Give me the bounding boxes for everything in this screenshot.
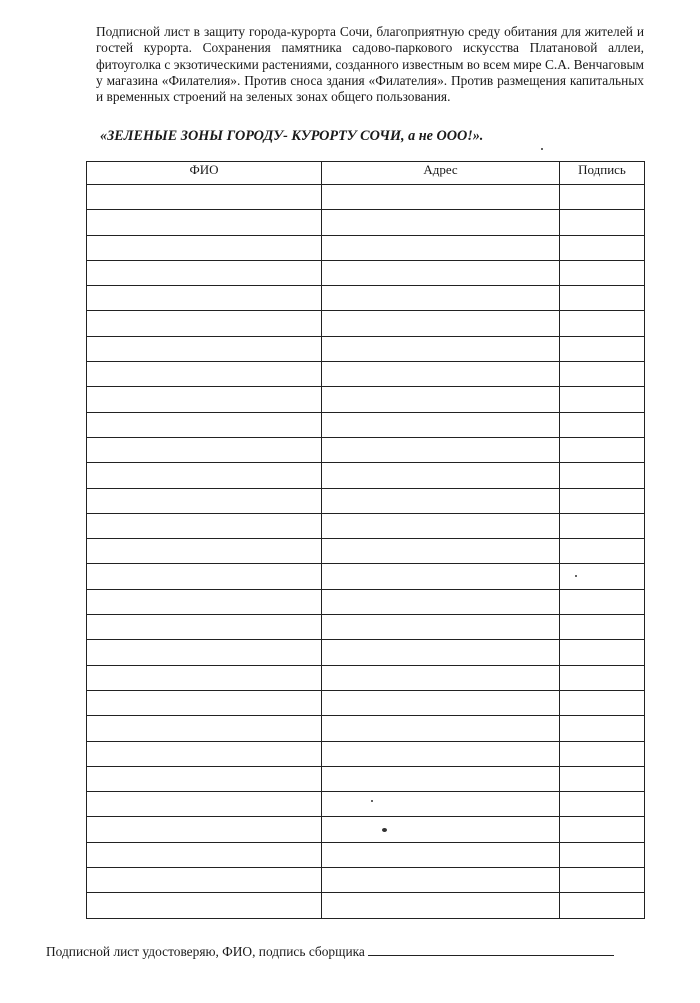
signature-cell[interactable] bbox=[560, 437, 645, 462]
address-cell[interactable] bbox=[322, 463, 560, 488]
address-cell[interactable] bbox=[322, 235, 560, 260]
signature-cell[interactable] bbox=[560, 615, 645, 640]
table-row bbox=[87, 842, 645, 867]
name-cell[interactable] bbox=[87, 488, 322, 513]
name-cell[interactable] bbox=[87, 868, 322, 893]
signature-cell[interactable] bbox=[560, 210, 645, 235]
table-header-row bbox=[87, 162, 645, 185]
signature-cell[interactable] bbox=[560, 640, 645, 665]
signature-cell[interactable] bbox=[560, 893, 645, 918]
signature-cell[interactable] bbox=[560, 185, 645, 210]
table-row bbox=[87, 260, 645, 285]
signature-cell[interactable] bbox=[560, 665, 645, 690]
address-cell[interactable] bbox=[322, 868, 560, 893]
name-cell[interactable] bbox=[87, 792, 322, 817]
signature-cell[interactable] bbox=[560, 716, 645, 741]
address-cell[interactable] bbox=[322, 437, 560, 462]
signature-cell[interactable] bbox=[560, 766, 645, 791]
name-cell[interactable] bbox=[87, 766, 322, 791]
column-header-signature: Подпись bbox=[560, 162, 645, 185]
signature-cell[interactable] bbox=[560, 311, 645, 336]
name-cell[interactable] bbox=[87, 235, 322, 260]
address-cell[interactable] bbox=[322, 336, 560, 361]
address-cell[interactable] bbox=[322, 260, 560, 285]
table-row bbox=[87, 716, 645, 741]
address-cell[interactable] bbox=[322, 690, 560, 715]
collector-certification bbox=[46, 943, 614, 960]
address-cell[interactable] bbox=[322, 412, 560, 437]
scan-speck bbox=[371, 800, 373, 802]
name-cell[interactable] bbox=[87, 210, 322, 235]
name-cell[interactable] bbox=[87, 665, 322, 690]
table-row bbox=[87, 463, 645, 488]
scan-speck bbox=[575, 575, 577, 577]
name-cell[interactable] bbox=[87, 690, 322, 715]
address-cell[interactable] bbox=[322, 640, 560, 665]
signature-table bbox=[86, 161, 645, 919]
signature-cell[interactable] bbox=[560, 235, 645, 260]
table-row bbox=[87, 235, 645, 260]
table-row bbox=[87, 336, 645, 361]
table-row bbox=[87, 437, 645, 462]
table-row bbox=[87, 589, 645, 614]
address-cell[interactable] bbox=[322, 589, 560, 614]
signature-cell[interactable] bbox=[560, 792, 645, 817]
signature-cell[interactable] bbox=[560, 539, 645, 564]
address-cell[interactable] bbox=[322, 741, 560, 766]
collector-signature-line bbox=[368, 943, 614, 956]
table-row bbox=[87, 488, 645, 513]
address-cell[interactable] bbox=[322, 615, 560, 640]
signature-cell[interactable] bbox=[560, 286, 645, 311]
address-cell[interactable] bbox=[322, 185, 560, 210]
name-cell[interactable] bbox=[87, 640, 322, 665]
address-cell[interactable] bbox=[322, 564, 560, 589]
intro-paragraph: Подписной лист в защиту города-курорта Сочи, благоприятную среду обитания для жителей и гостей курорта. Сохранения памятника садово-паркового искусства Платановой аллеи, фитоуголка с экзотическими растениями, созданного известным во всем мире С.А. Венчаговым у магазина «Филателия». Против сноса здания «Филателия». Против размещения капитальных и временных строений на зеленых зонах общего пользования. bbox=[96, 24, 644, 105]
name-cell[interactable] bbox=[87, 615, 322, 640]
signature-cell[interactable] bbox=[560, 817, 645, 842]
name-cell[interactable] bbox=[87, 741, 322, 766]
address-cell[interactable] bbox=[322, 311, 560, 336]
address-cell[interactable] bbox=[322, 665, 560, 690]
name-cell[interactable] bbox=[87, 539, 322, 564]
table-row bbox=[87, 387, 645, 412]
signature-cell[interactable] bbox=[560, 690, 645, 715]
signature-cell[interactable] bbox=[560, 868, 645, 893]
name-cell[interactable] bbox=[87, 817, 322, 842]
table-row bbox=[87, 210, 645, 235]
name-cell[interactable] bbox=[87, 311, 322, 336]
name-cell[interactable] bbox=[87, 260, 322, 285]
column-header-address: Адрес bbox=[322, 162, 560, 185]
table-row bbox=[87, 766, 645, 791]
address-cell[interactable] bbox=[322, 893, 560, 918]
name-cell[interactable] bbox=[87, 412, 322, 437]
address-cell[interactable] bbox=[322, 286, 560, 311]
name-cell[interactable] bbox=[87, 893, 322, 918]
name-cell[interactable] bbox=[87, 842, 322, 867]
name-cell[interactable] bbox=[87, 387, 322, 412]
name-cell[interactable] bbox=[87, 589, 322, 614]
table-row bbox=[87, 311, 645, 336]
scan-speck bbox=[382, 828, 387, 832]
address-cell[interactable] bbox=[322, 210, 560, 235]
signature-cell[interactable] bbox=[560, 488, 645, 513]
name-cell[interactable] bbox=[87, 716, 322, 741]
name-cell[interactable] bbox=[87, 286, 322, 311]
table-body bbox=[87, 185, 645, 919]
signature-cell[interactable] bbox=[560, 260, 645, 285]
signature-cell[interactable] bbox=[560, 513, 645, 538]
table-row bbox=[87, 690, 645, 715]
address-cell[interactable] bbox=[322, 513, 560, 538]
signature-cell[interactable] bbox=[560, 412, 645, 437]
name-cell[interactable] bbox=[87, 185, 322, 210]
signature-cell[interactable] bbox=[560, 387, 645, 412]
name-cell[interactable] bbox=[87, 463, 322, 488]
table-row bbox=[87, 640, 645, 665]
scan-speck bbox=[541, 148, 543, 150]
column-header-name: ФИО bbox=[87, 162, 322, 185]
table-row bbox=[87, 564, 645, 589]
address-cell[interactable] bbox=[322, 766, 560, 791]
signature-cell[interactable] bbox=[560, 336, 645, 361]
name-cell[interactable] bbox=[87, 564, 322, 589]
signature-cell[interactable] bbox=[560, 564, 645, 589]
table-row bbox=[87, 665, 645, 690]
table-row bbox=[87, 513, 645, 538]
name-cell[interactable] bbox=[87, 336, 322, 361]
table-row bbox=[87, 893, 645, 918]
table-row bbox=[87, 412, 645, 437]
table-row bbox=[87, 817, 645, 842]
address-cell[interactable] bbox=[322, 539, 560, 564]
table-row bbox=[87, 615, 645, 640]
address-cell[interactable] bbox=[322, 716, 560, 741]
address-cell[interactable] bbox=[322, 842, 560, 867]
signature-cell[interactable] bbox=[560, 362, 645, 387]
address-cell[interactable] bbox=[322, 362, 560, 387]
signature-cell[interactable] bbox=[560, 842, 645, 867]
signature-cell[interactable] bbox=[560, 741, 645, 766]
slogan: «ЗЕЛЕНЫЕ ЗОНЫ ГОРОДУ- КУРОРТУ СОЧИ, а не ООО!». bbox=[100, 128, 484, 144]
name-cell[interactable] bbox=[87, 362, 322, 387]
name-cell[interactable] bbox=[87, 437, 322, 462]
table-row bbox=[87, 539, 645, 564]
table-row bbox=[87, 741, 645, 766]
table-row bbox=[87, 792, 645, 817]
name-cell[interactable] bbox=[87, 513, 322, 538]
address-cell[interactable] bbox=[322, 817, 560, 842]
footer-label: Подписной лист удостоверяю, ФИО, подпись сборщика bbox=[46, 944, 365, 959]
signature-cell[interactable] bbox=[560, 463, 645, 488]
table-row bbox=[87, 868, 645, 893]
table-row bbox=[87, 362, 645, 387]
address-cell[interactable] bbox=[322, 387, 560, 412]
address-cell[interactable] bbox=[322, 792, 560, 817]
signature-cell[interactable] bbox=[560, 589, 645, 614]
table-row bbox=[87, 286, 645, 311]
table-row bbox=[87, 185, 645, 210]
address-cell[interactable] bbox=[322, 488, 560, 513]
